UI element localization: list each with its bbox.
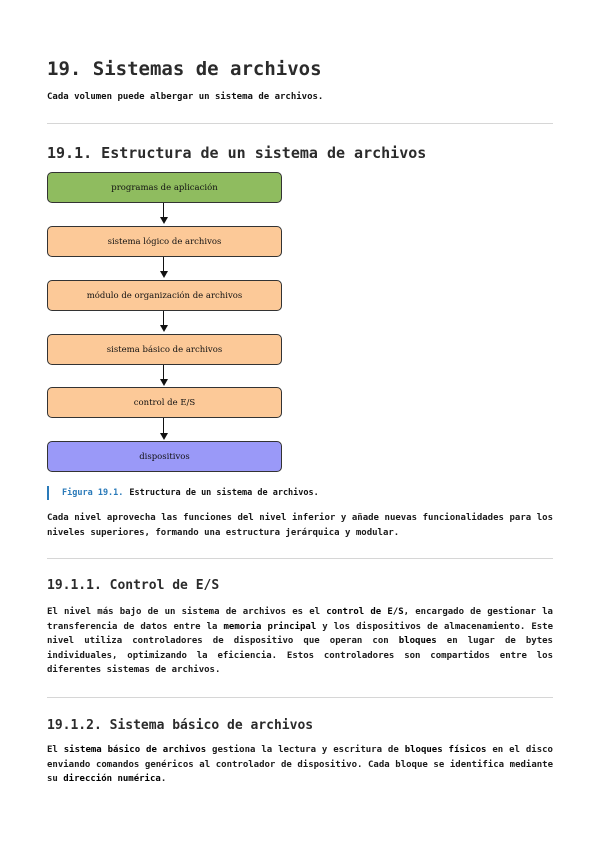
arrow-head — [160, 325, 168, 332]
arrow-connector — [163, 203, 164, 218]
layer-logical-file-system: sistema lógico de archivos — [47, 226, 282, 257]
text-run: , encargado de gestionar la transferencia de datos entre la — [47, 607, 553, 632]
text-run: gestiona la lectura y escritura de — [206, 745, 405, 755]
emphasis-run: bloques físicos — [404, 745, 487, 755]
figure-caption — [47, 486, 319, 500]
arrow-head — [160, 271, 168, 278]
text-run: El — [47, 745, 64, 755]
figure-label: Figura 19.1. — [62, 488, 124, 498]
chapter-intro: Cada volumen puede albergar un sistema de archivos. — [47, 92, 324, 102]
arrow-head — [160, 379, 168, 386]
layer-application-programs: programas de aplicación — [47, 172, 282, 203]
layer-basic-file-system: sistema básico de archivos — [47, 334, 282, 365]
layer-file-organization-module: módulo de organización de archivos — [47, 280, 282, 311]
emphasis-run: dirección numérica — [63, 774, 161, 784]
arrow-connector — [163, 311, 164, 326]
section-title: 19.1. Estructura de un sistema de archivos — [47, 144, 427, 162]
arrow-head — [160, 433, 168, 440]
subsection-title-io-control: 19.1.1. Control de E/S — [47, 578, 220, 593]
emphasis-run: bloques — [398, 636, 437, 646]
text-run: en el disco enviando comandos genéricos al controlador de dispositivo. Cada bloque se identifica mediante su — [47, 745, 553, 784]
paragraph-levels: Cada nivel aprovecha las funciones del nivel inferior y añade nuevas funcionalidades para los niveles superiores, formando una estructura jerárquica y modular. — [47, 513, 553, 538]
text-run: y los dispositivos de almacenamiento. Este nivel utiliza controladores de dispositivo que operan con — [47, 621, 554, 646]
chapter-title: 19. Sistemas de archivos — [47, 58, 322, 80]
layer-io-control: control de E/S — [47, 387, 282, 418]
text-run: en lugar de bytes individuales, optimizando la eficiencia. Estos controladores son compartidos entre los diferentes sistemas de archivos. — [47, 636, 553, 675]
layer-devices: dispositivos — [47, 441, 282, 472]
arrow-connector — [163, 365, 164, 380]
emphasis-run: sistema básico de archivos — [63, 745, 207, 755]
figure-caption-text: Estructura de un sistema de archivos. — [129, 488, 319, 498]
text-run: El nivel más bajo de un sistema de archivos es el — [47, 607, 327, 617]
layer-diagram — [47, 172, 284, 474]
divider — [47, 697, 553, 698]
subsection-title-basic-file-system: 19.1.2. Sistema básico de archivos — [47, 718, 314, 733]
arrow-connector — [163, 418, 164, 434]
divider — [47, 558, 553, 559]
emphasis-run: control de E/S — [326, 607, 404, 617]
text-run: . — [160, 774, 167, 784]
divider — [47, 123, 553, 124]
paragraph-basic-file-system — [47, 743, 553, 787]
emphasis-run: memoria principal — [223, 621, 317, 632]
paragraph-io-control — [47, 605, 553, 678]
arrow-connector — [163, 257, 164, 272]
arrow-head — [160, 217, 168, 224]
